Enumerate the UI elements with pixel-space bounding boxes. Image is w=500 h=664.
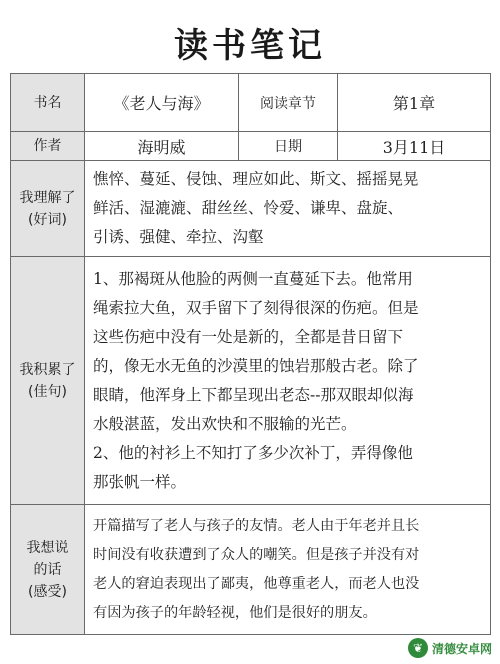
- good-words-content: [85, 161, 491, 257]
- row-author: [11, 132, 491, 161]
- thoughts-content: [85, 505, 491, 635]
- row-thoughts: [11, 505, 491, 635]
- date-label: 日期: [239, 132, 338, 161]
- reading-notes-table: [10, 73, 491, 635]
- page-title: 读书笔记: [174, 26, 326, 66]
- good-words-line: 鲜活、湿漉漉、甜丝丝、怜爱、谦卑、盘旋、: [93, 199, 404, 217]
- sentence-line: 绳索拉大鱼，双手留下了刻得很深的伤疤。但是: [93, 298, 419, 317]
- sentence-line: 1、那褐斑从他脸的两侧一直蔓延下去。他常用: [93, 269, 413, 288]
- good-words-label: 我理解了 (好词): [11, 161, 85, 257]
- good-sentences-content: [85, 257, 491, 505]
- row-sentences: [11, 257, 491, 505]
- leaf-logo-icon: ❦: [408, 638, 428, 658]
- author-value: 海明威: [85, 132, 239, 161]
- chapter-label: 阅读章节: [239, 74, 338, 132]
- sentence-line: 那张帆一样。: [93, 472, 187, 491]
- sentence-line: 2、他的衬衫上不知打了多少次补丁，弄得像他: [93, 443, 413, 462]
- watermark-text: 清德安卓网: [431, 641, 492, 656]
- thought-line: 老人的窘迫表现出了鄙夷，他尊重老人，而老人也没: [93, 575, 420, 592]
- sentence-line: 水般湛蓝，发出欢快和不服输的光芒。: [93, 414, 357, 433]
- sentence-line: 眼睛，他浑身上下都呈现出老态--那双眼却似海: [93, 385, 414, 404]
- good-words-line: 憔悴、蔓延、侵蚀、理应如此、斯文、摇摇晃晃: [93, 170, 419, 188]
- good-words-line: 引诱、强健、牵拉、沟壑: [93, 228, 264, 246]
- book-title-value: 《老人与海》: [85, 74, 239, 132]
- sentence-line: 的，像无水无鱼的沙漠里的蚀岩那般古老。除了: [93, 356, 419, 375]
- date-value: 3月11日: [338, 132, 491, 161]
- book-title-label: 书名: [11, 74, 85, 132]
- site-watermark: [408, 638, 492, 658]
- thought-line: 有因为孩子的年龄轻视，他们是很好的朋友。: [93, 604, 377, 621]
- thought-line: 开篇描写了老人与孩子的友情。老人由于年老并且长: [93, 517, 420, 534]
- row-book: [11, 74, 491, 132]
- author-label: 作者: [11, 132, 85, 161]
- thoughts-label: 我想说 的话 (感受): [11, 505, 85, 635]
- sentence-line: 这些伤疤中没有一处是新的，全都是昔日留下: [93, 327, 404, 346]
- thought-line: 时间没有收获遭到了众人的嘲笑。但是孩子并没有对: [93, 546, 420, 563]
- good-sentences-label: 我积累了 (佳句): [11, 257, 85, 505]
- row-words: [11, 161, 491, 257]
- chapter-value: 第1章: [338, 74, 491, 132]
